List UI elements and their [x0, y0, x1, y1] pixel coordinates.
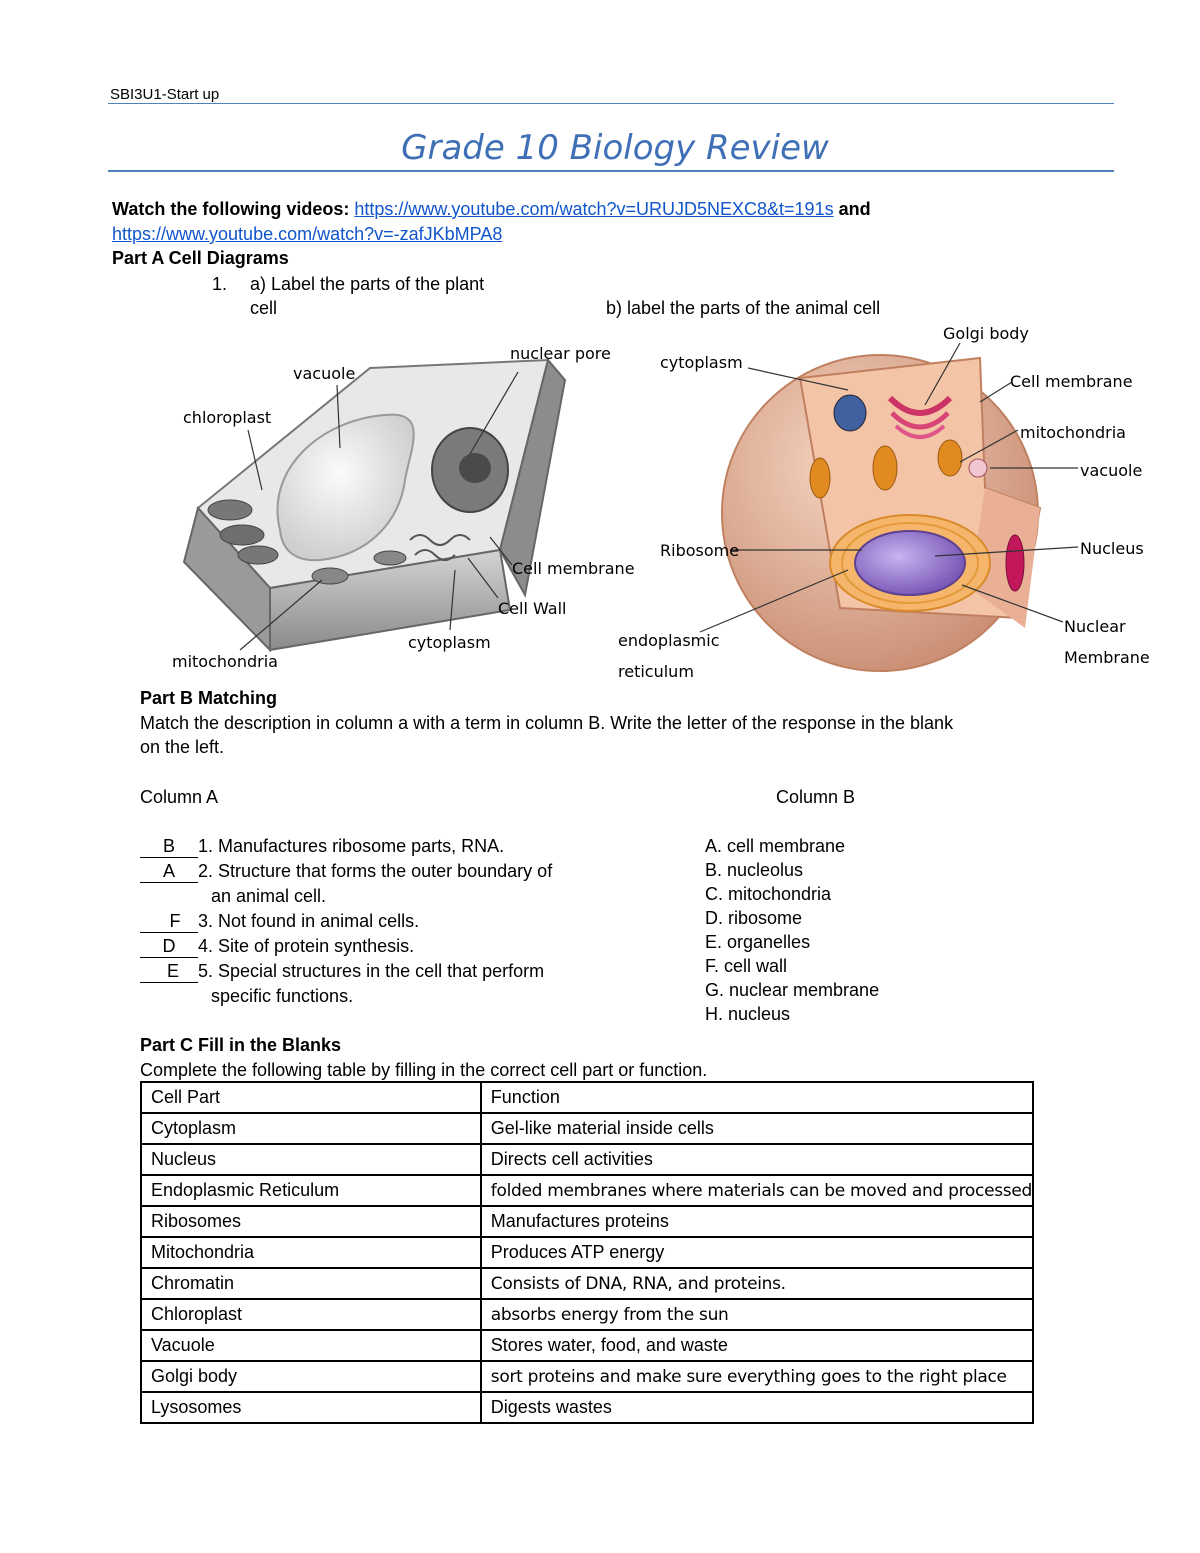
cell-function[interactable]: Digests wastes: [481, 1392, 1033, 1423]
cell-function[interactable]: folded membranes where materials can be moved and processed: [481, 1175, 1033, 1206]
table-row: [141, 1175, 1033, 1206]
matching-item-5: [140, 959, 544, 983]
term-item: D. ribosome: [705, 908, 803, 928]
cell-function[interactable]: absorbs energy from the sun: [481, 1299, 1033, 1330]
plant-label-cytoplasm: cytoplasm: [408, 633, 491, 652]
part-a-heading: Part A Cell Diagrams: [112, 248, 289, 268]
part-b-instructions-1: Match the description in column a with a term in column B. Write the letter of the response in the blank: [140, 713, 954, 733]
table-row: [141, 1299, 1033, 1330]
cell-part[interactable]: Chromatin: [141, 1268, 481, 1299]
plant-label-nuclear-pore: nuclear pore: [510, 344, 611, 363]
cell-part[interactable]: Lysosomes: [141, 1392, 481, 1423]
cell-part[interactable]: Chloroplast: [141, 1299, 481, 1330]
answer-blank-2[interactable]: A: [140, 862, 198, 883]
term-item: H. nucleus: [705, 1004, 791, 1024]
cell-function[interactable]: Manufactures proteins: [481, 1206, 1033, 1237]
cell-function[interactable]: sort proteins and make sure everything goes to the right place: [481, 1361, 1033, 1392]
table-row: [141, 1330, 1033, 1361]
column-a-header: Column A: [140, 787, 219, 807]
table-row: [141, 1392, 1033, 1423]
matching-item-1: [140, 834, 504, 858]
table-row: [141, 1361, 1033, 1392]
matching-item-2: [140, 859, 552, 883]
term-item: F. cell wall: [705, 956, 788, 976]
matching-item-3: [140, 909, 419, 933]
table-row: [141, 1144, 1033, 1175]
matching-item-5-cont: specific functions.: [211, 986, 354, 1006]
cell-function[interactable]: Directs cell activities: [481, 1144, 1033, 1175]
animal-label-cytoplasm: cytoplasm: [660, 353, 743, 372]
question-a-line2: cell: [250, 298, 278, 318]
part-b-instructions-2: on the left.: [140, 737, 225, 757]
video-intro-lead: Watch the following videos:: [112, 199, 350, 219]
animal-label-er-line2: reticulum: [618, 662, 694, 681]
header-function: Function: [481, 1082, 1033, 1113]
cell-function[interactable]: Gel-like material inside cells: [481, 1113, 1033, 1144]
term-item: E. organelles: [705, 932, 811, 952]
table-row: [141, 1237, 1033, 1268]
animal-label-mitochondria: mitochondria: [1020, 423, 1126, 442]
plant-label-mitochondria: mitochondria: [172, 652, 278, 671]
matching-item-5-text: 5. Special structures in the cell that perform: [198, 961, 545, 981]
animal-label-ribosome: Ribosome: [660, 541, 740, 560]
cell-function[interactable]: Produces ATP energy: [481, 1237, 1033, 1268]
matching-item-4: [140, 934, 414, 958]
animal-label-nm-line2: Membrane: [1064, 648, 1150, 667]
plant-label-chloroplast: chloroplast: [183, 408, 272, 427]
matching-item-3-text: 3. Not found in animal cells.: [198, 911, 420, 931]
cell-part[interactable]: Endoplasmic Reticulum: [141, 1175, 481, 1206]
answer-blank-4[interactable]: D: [140, 937, 198, 958]
part-c-instructions: Complete the following table by filling in the correct cell part or function.: [140, 1060, 708, 1080]
matching-item-2-cont: an animal cell.: [211, 886, 327, 906]
question-a-line1: a) Label the parts of the plant: [250, 274, 485, 294]
cell-part[interactable]: Nucleus: [141, 1144, 481, 1175]
cell-part-table: [140, 1081, 1034, 1424]
column-b-header: Column B: [776, 787, 856, 807]
term-item: C. mitochondria: [705, 884, 832, 904]
table-row: [141, 1113, 1033, 1144]
matching-item-2-text: 2. Structure that forms the outer boundary of: [198, 861, 553, 881]
answer-blank-5[interactable]: E: [140, 962, 198, 983]
terms-list: [705, 834, 879, 1026]
animal-label-nucleus: Nucleus: [1080, 539, 1144, 558]
cell-part[interactable]: Cytoplasm: [141, 1113, 481, 1144]
video-link-1[interactable]: https://www.youtube.com/watch?v=URUJD5NEXC8&t=191s: [354, 199, 834, 219]
cell-part[interactable]: Ribosomes: [141, 1206, 481, 1237]
term-item: G. nuclear membrane: [705, 980, 880, 1000]
cell-function[interactable]: Stores water, food, and waste: [481, 1330, 1033, 1361]
cell-function[interactable]: Consists of DNA, RNA, and proteins.: [481, 1268, 1033, 1299]
animal-label-nm-line1: Nuclear: [1064, 617, 1126, 636]
term-item: A. cell membrane: [705, 836, 846, 856]
question-b: b) label the parts of the animal cell: [606, 298, 881, 318]
animal-label-er-line1: endoplasmic: [618, 631, 720, 650]
answer-blank-1[interactable]: B: [140, 837, 198, 858]
part-b-heading: Part B Matching: [140, 688, 278, 708]
animal-label-golgi: Golgi body: [943, 324, 1029, 343]
video-link-2[interactable]: https://www.youtube.com/watch?v=-zafJKbMPA8: [112, 224, 503, 244]
cell-part[interactable]: Mitochondria: [141, 1237, 481, 1268]
cell-part[interactable]: Vacuole: [141, 1330, 481, 1361]
animal-label-vacuole: vacuole: [1080, 461, 1143, 480]
question-number: 1.: [212, 274, 228, 294]
page-title: Grade 10 Biology Review: [401, 128, 829, 168]
header-cell-part: Cell Part: [141, 1082, 481, 1113]
course-header: SBI3U1-Start up: [110, 86, 220, 103]
cell-part[interactable]: Golgi body: [141, 1361, 481, 1392]
part-c-heading: Part C Fill in the Blanks: [140, 1035, 342, 1055]
term-item: B. nucleolus: [705, 860, 804, 880]
plant-label-cell-membrane: Cell membrane: [512, 559, 635, 578]
plant-label-vacuole: vacuole: [293, 364, 356, 383]
table-header-row: [141, 1082, 1033, 1113]
matching-item-1-text: 1. Manufactures ribosome parts, RNA.: [198, 836, 505, 856]
table-row: [141, 1268, 1033, 1299]
table-row: [141, 1206, 1033, 1237]
answer-blank-3[interactable]: F: [140, 912, 198, 933]
plant-label-cell-wall: Cell Wall: [498, 599, 567, 618]
matching-item-4-text: 4. Site of protein synthesis.: [198, 936, 415, 956]
video-intro-joiner: and: [838, 199, 871, 219]
animal-label-cell-membrane: Cell membrane: [1010, 372, 1133, 391]
animal-leader-lines: [0, 0, 1200, 700]
